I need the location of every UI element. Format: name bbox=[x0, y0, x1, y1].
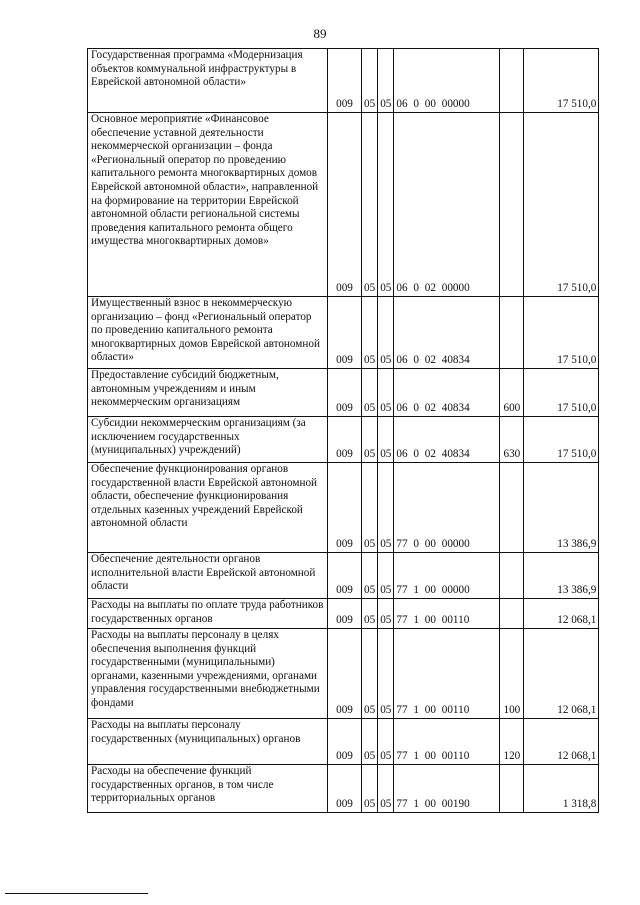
target-article: 06 0 00 00000 bbox=[394, 49, 500, 113]
table-row bbox=[88, 369, 599, 417]
expense-type bbox=[500, 49, 524, 113]
target-article: 77 1 00 00000 bbox=[394, 553, 500, 599]
section-code: 05 bbox=[362, 719, 378, 765]
section-code: 05 bbox=[362, 553, 378, 599]
subsection-code: 05 bbox=[378, 113, 394, 297]
target-article: 77 1 00 00110 bbox=[394, 629, 500, 719]
ministry-code: 009 bbox=[328, 113, 362, 297]
amount: 17 510,0 bbox=[524, 49, 599, 113]
table-row bbox=[88, 417, 599, 463]
table-row bbox=[88, 297, 599, 369]
section-code: 05 bbox=[362, 417, 378, 463]
expense-type: 630 bbox=[500, 417, 524, 463]
table-row bbox=[88, 553, 599, 599]
subsection-code: 05 bbox=[378, 369, 394, 417]
expense-type: 600 bbox=[500, 369, 524, 417]
expense-type bbox=[500, 765, 524, 813]
target-article: 06 0 02 40834 bbox=[394, 297, 500, 369]
target-article: 77 1 00 00190 bbox=[394, 765, 500, 813]
subsection-code: 05 bbox=[378, 463, 394, 553]
section-code: 05 bbox=[362, 113, 378, 297]
subsection-code: 05 bbox=[378, 719, 394, 765]
budget-table bbox=[87, 48, 599, 813]
page-number: 89 bbox=[313, 26, 327, 41]
expense-type bbox=[500, 463, 524, 553]
target-article: 77 1 00 00110 bbox=[394, 719, 500, 765]
table-row bbox=[88, 49, 599, 113]
subsection-code: 05 bbox=[378, 765, 394, 813]
row-name: Расходы на выплаты персоналу государственных (муниципальных) органов bbox=[88, 719, 328, 765]
amount: 12 068,1 bbox=[524, 599, 599, 629]
row-name: Предоставление субсидий бюджетным, автономным учреждениям и иным некоммерческим организациям bbox=[88, 369, 328, 417]
section-code: 05 bbox=[362, 49, 378, 113]
row-name: Расходы на выплаты по оплате труда работников государственных органов bbox=[88, 599, 328, 629]
row-name: Имущественный взнос в некоммерческую организацию – фонд «Региональный оператор по проведению капитального ремонта многоквартирных домов Еврейской автономной области» bbox=[88, 297, 328, 369]
section-code: 05 bbox=[362, 463, 378, 553]
subsection-code: 05 bbox=[378, 553, 394, 599]
expense-type: 120 bbox=[500, 719, 524, 765]
expense-type bbox=[500, 599, 524, 629]
row-name: Расходы на обеспечение функций государственных органов, в том числе территориальных органов bbox=[88, 765, 328, 813]
subsection-code: 05 bbox=[378, 49, 394, 113]
amount: 17 510,0 bbox=[524, 297, 599, 369]
section-code: 05 bbox=[362, 369, 378, 417]
expense-type bbox=[500, 553, 524, 599]
expense-type bbox=[500, 113, 524, 297]
ministry-code: 009 bbox=[328, 417, 362, 463]
section-code: 05 bbox=[362, 599, 378, 629]
amount: 17 510,0 bbox=[524, 369, 599, 417]
amount: 13 386,9 bbox=[524, 553, 599, 599]
table-row bbox=[88, 765, 599, 813]
subsection-code: 05 bbox=[378, 599, 394, 629]
ministry-code: 009 bbox=[328, 297, 362, 369]
target-article: 06 0 02 00000 bbox=[394, 113, 500, 297]
target-article: 77 0 00 00000 bbox=[394, 463, 500, 553]
ministry-code: 009 bbox=[328, 765, 362, 813]
subsection-code: 05 bbox=[378, 297, 394, 369]
expense-type: 100 bbox=[500, 629, 524, 719]
section-code: 05 bbox=[362, 765, 378, 813]
table-row bbox=[88, 113, 599, 297]
target-article: 77 1 00 00110 bbox=[394, 599, 500, 629]
expense-type bbox=[500, 297, 524, 369]
ministry-code: 009 bbox=[328, 629, 362, 719]
amount: 12 068,1 bbox=[524, 629, 599, 719]
row-name: Основное мероприятие «Финансовое обеспечение уставной деятельности некоммерческой организации – фонда «Региональный оператор по проведению капитального ремонта многоквартирных домов Еврейской автономной области», направленной на формирование на территории Еврейской автономной области региональной системы проведения капитального ремонта общего имущества многоквартирных домов» bbox=[88, 113, 328, 297]
table-row bbox=[88, 719, 599, 765]
row-name: Обеспечение функционирования органов государственной власти Еврейской автономной области, обеспечение функционирования отдельных казенных учреждений Еврейской автономной области bbox=[88, 463, 328, 553]
target-article: 06 0 02 40834 bbox=[394, 417, 500, 463]
row-name: Расходы на выплаты персоналу в целях обеспечения выполнения функций государственными (муниципальными) органами, казенными учреждениями, органами управления государственными внебюджетными фондами bbox=[88, 629, 328, 719]
amount: 17 510,0 bbox=[524, 113, 599, 297]
row-name: Субсидии некоммерческим организациям (за исключением государственных (муниципальных) учреждений) bbox=[88, 417, 328, 463]
subsection-code: 05 bbox=[378, 629, 394, 719]
row-name: Обеспечение деятельности органов исполнительной власти Еврейской автономной области bbox=[88, 553, 328, 599]
section-code: 05 bbox=[362, 297, 378, 369]
ministry-code: 009 bbox=[328, 49, 362, 113]
footnote-divider bbox=[5, 893, 148, 894]
ministry-code: 009 bbox=[328, 369, 362, 417]
table-row bbox=[88, 599, 599, 629]
subsection-code: 05 bbox=[378, 417, 394, 463]
section-code: 05 bbox=[362, 629, 378, 719]
ministry-code: 009 bbox=[328, 553, 362, 599]
target-article: 06 0 02 40834 bbox=[394, 369, 500, 417]
table-row bbox=[88, 463, 599, 553]
ministry-code: 009 bbox=[328, 599, 362, 629]
ministry-code: 009 bbox=[328, 719, 362, 765]
amount: 12 068,1 bbox=[524, 719, 599, 765]
table-row bbox=[88, 629, 599, 719]
ministry-code: 009 bbox=[328, 463, 362, 553]
amount: 17 510,0 bbox=[524, 417, 599, 463]
amount: 1 318,8 bbox=[524, 765, 599, 813]
amount: 13 386,9 bbox=[524, 463, 599, 553]
row-name: Государственная программа «Модернизация объектов коммунальной инфраструктуры в Еврейской автономной области» bbox=[88, 49, 328, 113]
